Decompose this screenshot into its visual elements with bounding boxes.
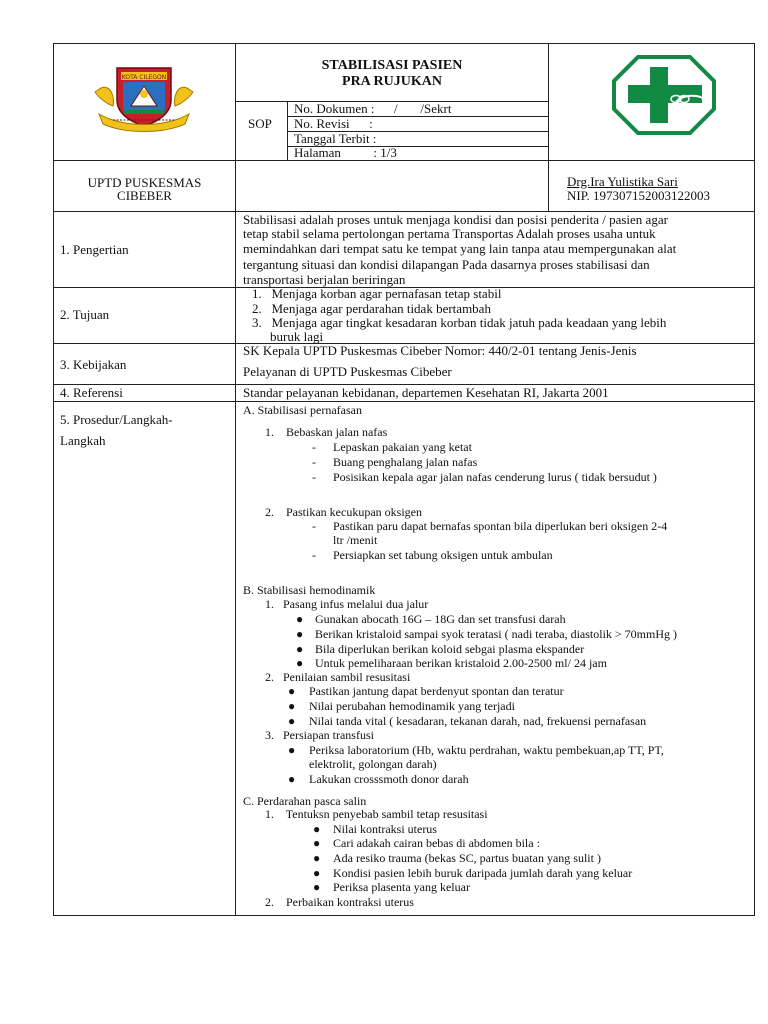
logo-banner-text: KOTA CILEGON [121, 74, 167, 81]
prosedur-b1: 1. Pasang infus melalui dua jalur [265, 597, 429, 611]
bullet-dot: ● [313, 851, 321, 865]
bullet-dot: ● [288, 772, 296, 786]
referensi-text: Standar pelayanan kebidanan, departemen Kesehatan RI, Jakarta 2001 [243, 385, 609, 400]
prosedur-c1-item: Cari adakah cairan bebas di abdomen bila : [333, 836, 540, 850]
dash-item: - [312, 440, 316, 454]
prosedur-a2-item: Persiapkan set tabung oksigen untuk ambulan [333, 548, 553, 562]
tujuan-item: buruk lagi [270, 329, 324, 344]
dash-item: - [312, 470, 316, 484]
dash-item: - [312, 455, 316, 469]
prosedur-a2: 2. Pastikan kecukupan oksigen [265, 505, 422, 519]
prosedur-b3-item: Periksa laboratorium (Hb, waktu perdrahan, waktu pembekuan,ap TT, PT, [309, 743, 664, 757]
puskesmas-logo [612, 55, 716, 135]
pengertian-line: tetap stabil selama pertolongan pertama Transportas Adalah proses usaha untuk [243, 226, 656, 241]
doc-field-number: No. Dokumen : / /Sekrt [294, 101, 452, 116]
section-label-pengertian: 1. Pengertian [60, 242, 129, 257]
sop-label: SOP [248, 116, 272, 131]
doc-field-date: Tanggal Terbit : [294, 131, 377, 146]
bullet-dot: ● [288, 699, 296, 713]
prosedur-b2: 2. Penilaian sambil resusitasi [265, 670, 411, 684]
prosedur-b1-item: Untuk pemeliharaan berikan kristaloid 2.00-2500 ml/ 24 jam [315, 656, 607, 670]
pengertian-line: transportasi berjalan beriringan [243, 272, 406, 287]
prosedur-a2-item: ltr /menit [333, 533, 378, 547]
section-label-tujuan: 2. Tujuan [60, 307, 110, 322]
kebijakan-line: SK Kepala UPTD Puskesmas Cibeber Nomor: 440/2-01 tentang Jenis-Jenis [243, 343, 637, 358]
bullet-dot: ● [296, 627, 304, 641]
prosedur-b2-item: Nilai perubahan hemodinamik yang terjadi [309, 699, 515, 713]
bullet-dot: ● [296, 642, 304, 656]
pengertian-line: Stabilisasi adalah proses untuk menjaga kondisi dan posisi penderita / pasien agar [243, 212, 668, 227]
prosedur-b3-item: elektrolit, golongan darah) [309, 757, 437, 771]
prosedur-a1-item: Lepaskan pakaian yang ketat [333, 440, 472, 454]
document-title-line1: STABILISASI PASIEN [321, 58, 463, 73]
bullet-dot: ● [288, 714, 296, 728]
signer-name: Drg.Ira Yulistika Sari [567, 174, 678, 189]
org-name-line1: UPTD PUSKESMAS [87, 175, 202, 190]
prosedur-c1: 1. Tentuksn penyebab sambil tetap resusitasi [265, 807, 488, 821]
prosedur-a1: 1. Bebaskan jalan nafas [265, 425, 388, 439]
signer-nip: NIP. 197307152003122003 [567, 188, 711, 203]
kebijakan-line: Pelayanan di UPTD Puskesmas Cibeber [243, 364, 452, 379]
prosedur-b-title: B. Stabilisasi hemodinamik [243, 583, 376, 597]
bullet-dot: ● [313, 822, 321, 836]
section-label-kebijakan: 3. Kebijakan [60, 357, 127, 372]
prosedur-a1-item: Posisikan kepala agar jalan nafas cenderung lurus ( tidak bersudut ) [333, 470, 657, 484]
kota-cilegon-logo [93, 54, 195, 134]
prosedur-a2-item: Pastikan paru dapat bernafas spontan bila diperlukan beri oksigen 2-4 [333, 519, 668, 533]
pengertian-line: tergantung situasi dan kondisi dilapangan Pada dasarnya proses stabilisasi dan [243, 257, 650, 272]
bullet-dot: ● [313, 880, 321, 894]
prosedur-b3: 3. Persiapan transfusi [265, 728, 374, 742]
prosedur-b1-item: Bila diperlukan berikan koloid sebgai plasma ekspander [315, 642, 585, 656]
prosedur-c-title: C. Perdarahan pasca salin [243, 794, 367, 808]
prosedur-a1-item: Buang penghalang jalan nafas [333, 455, 478, 469]
dash-item: - [312, 548, 316, 562]
prosedur-b2-item: Pastikan jantung dapat berdenyut spontan dan teratur [309, 684, 564, 698]
section-label-referensi: 4. Referensi [60, 385, 123, 400]
bullet-dot: ● [313, 836, 321, 850]
bullet-dot: ● [296, 612, 304, 626]
bullet-dot: ● [296, 656, 304, 670]
prosedur-c1-item: Kondisi pasien lebih buruk daripada jumlah darah yang keluar [333, 866, 633, 880]
tujuan-item: 3. Menjaga agar tingkat kesadaran korban tidak jatuh pada keadaan yang lebih [252, 315, 667, 330]
org-name-line2: CIBEBER [117, 188, 172, 203]
prosedur-a-title: A. Stabilisasi pernafasan [243, 403, 362, 417]
prosedur-c1-item: Nilai kontraksi uterus [333, 822, 437, 836]
section-label-prosedur-2: Langkah [60, 433, 106, 448]
tujuan-item: 1. Menjaga korban agar pernafasan tetap stabil [252, 286, 502, 301]
prosedur-b1-item: Gunakan abocath 16G – 18G dan set transfusi darah [315, 612, 566, 626]
dash-item: - [312, 519, 316, 533]
prosedur-c1-item: Periksa plasenta yang keluar [333, 880, 470, 894]
pengertian-line: memindahkan dari tempat satu ke tempat yang lain tanpa atau mempergunakan alat [243, 241, 677, 256]
doc-field-page: Halaman : 1/3 [294, 145, 397, 160]
doc-field-revision: No. Revisi : [294, 116, 373, 131]
tujuan-item: 2. Menjaga agar perdarahan tidak bertambah [252, 301, 491, 316]
bullet-dot: ● [288, 684, 296, 698]
section-label-prosedur: 5. Prosedur/Langkah- [60, 412, 173, 427]
prosedur-c2: 2. Perbaikan kontraksi uterus [265, 895, 414, 909]
prosedur-c1-item: Ada resiko trauma (bekas SC, partus buatan yang sulit ) [333, 851, 601, 865]
bullet-dot: ● [313, 866, 321, 880]
prosedur-b3-item: Lakukan crosssmoth donor darah [309, 772, 469, 786]
document-title-line2: PRA RUJUKAN [342, 74, 442, 89]
prosedur-b2-item: Nilai tanda vital ( kesadaran, tekanan darah, nad, frekuensi pernafasan [309, 714, 647, 728]
prosedur-b1-item: Berikan kristaloid sampai syok teratasi ( nadi teraba, diastolik > 70mmHg ) [315, 627, 678, 641]
bullet-dot: ● [288, 743, 296, 757]
